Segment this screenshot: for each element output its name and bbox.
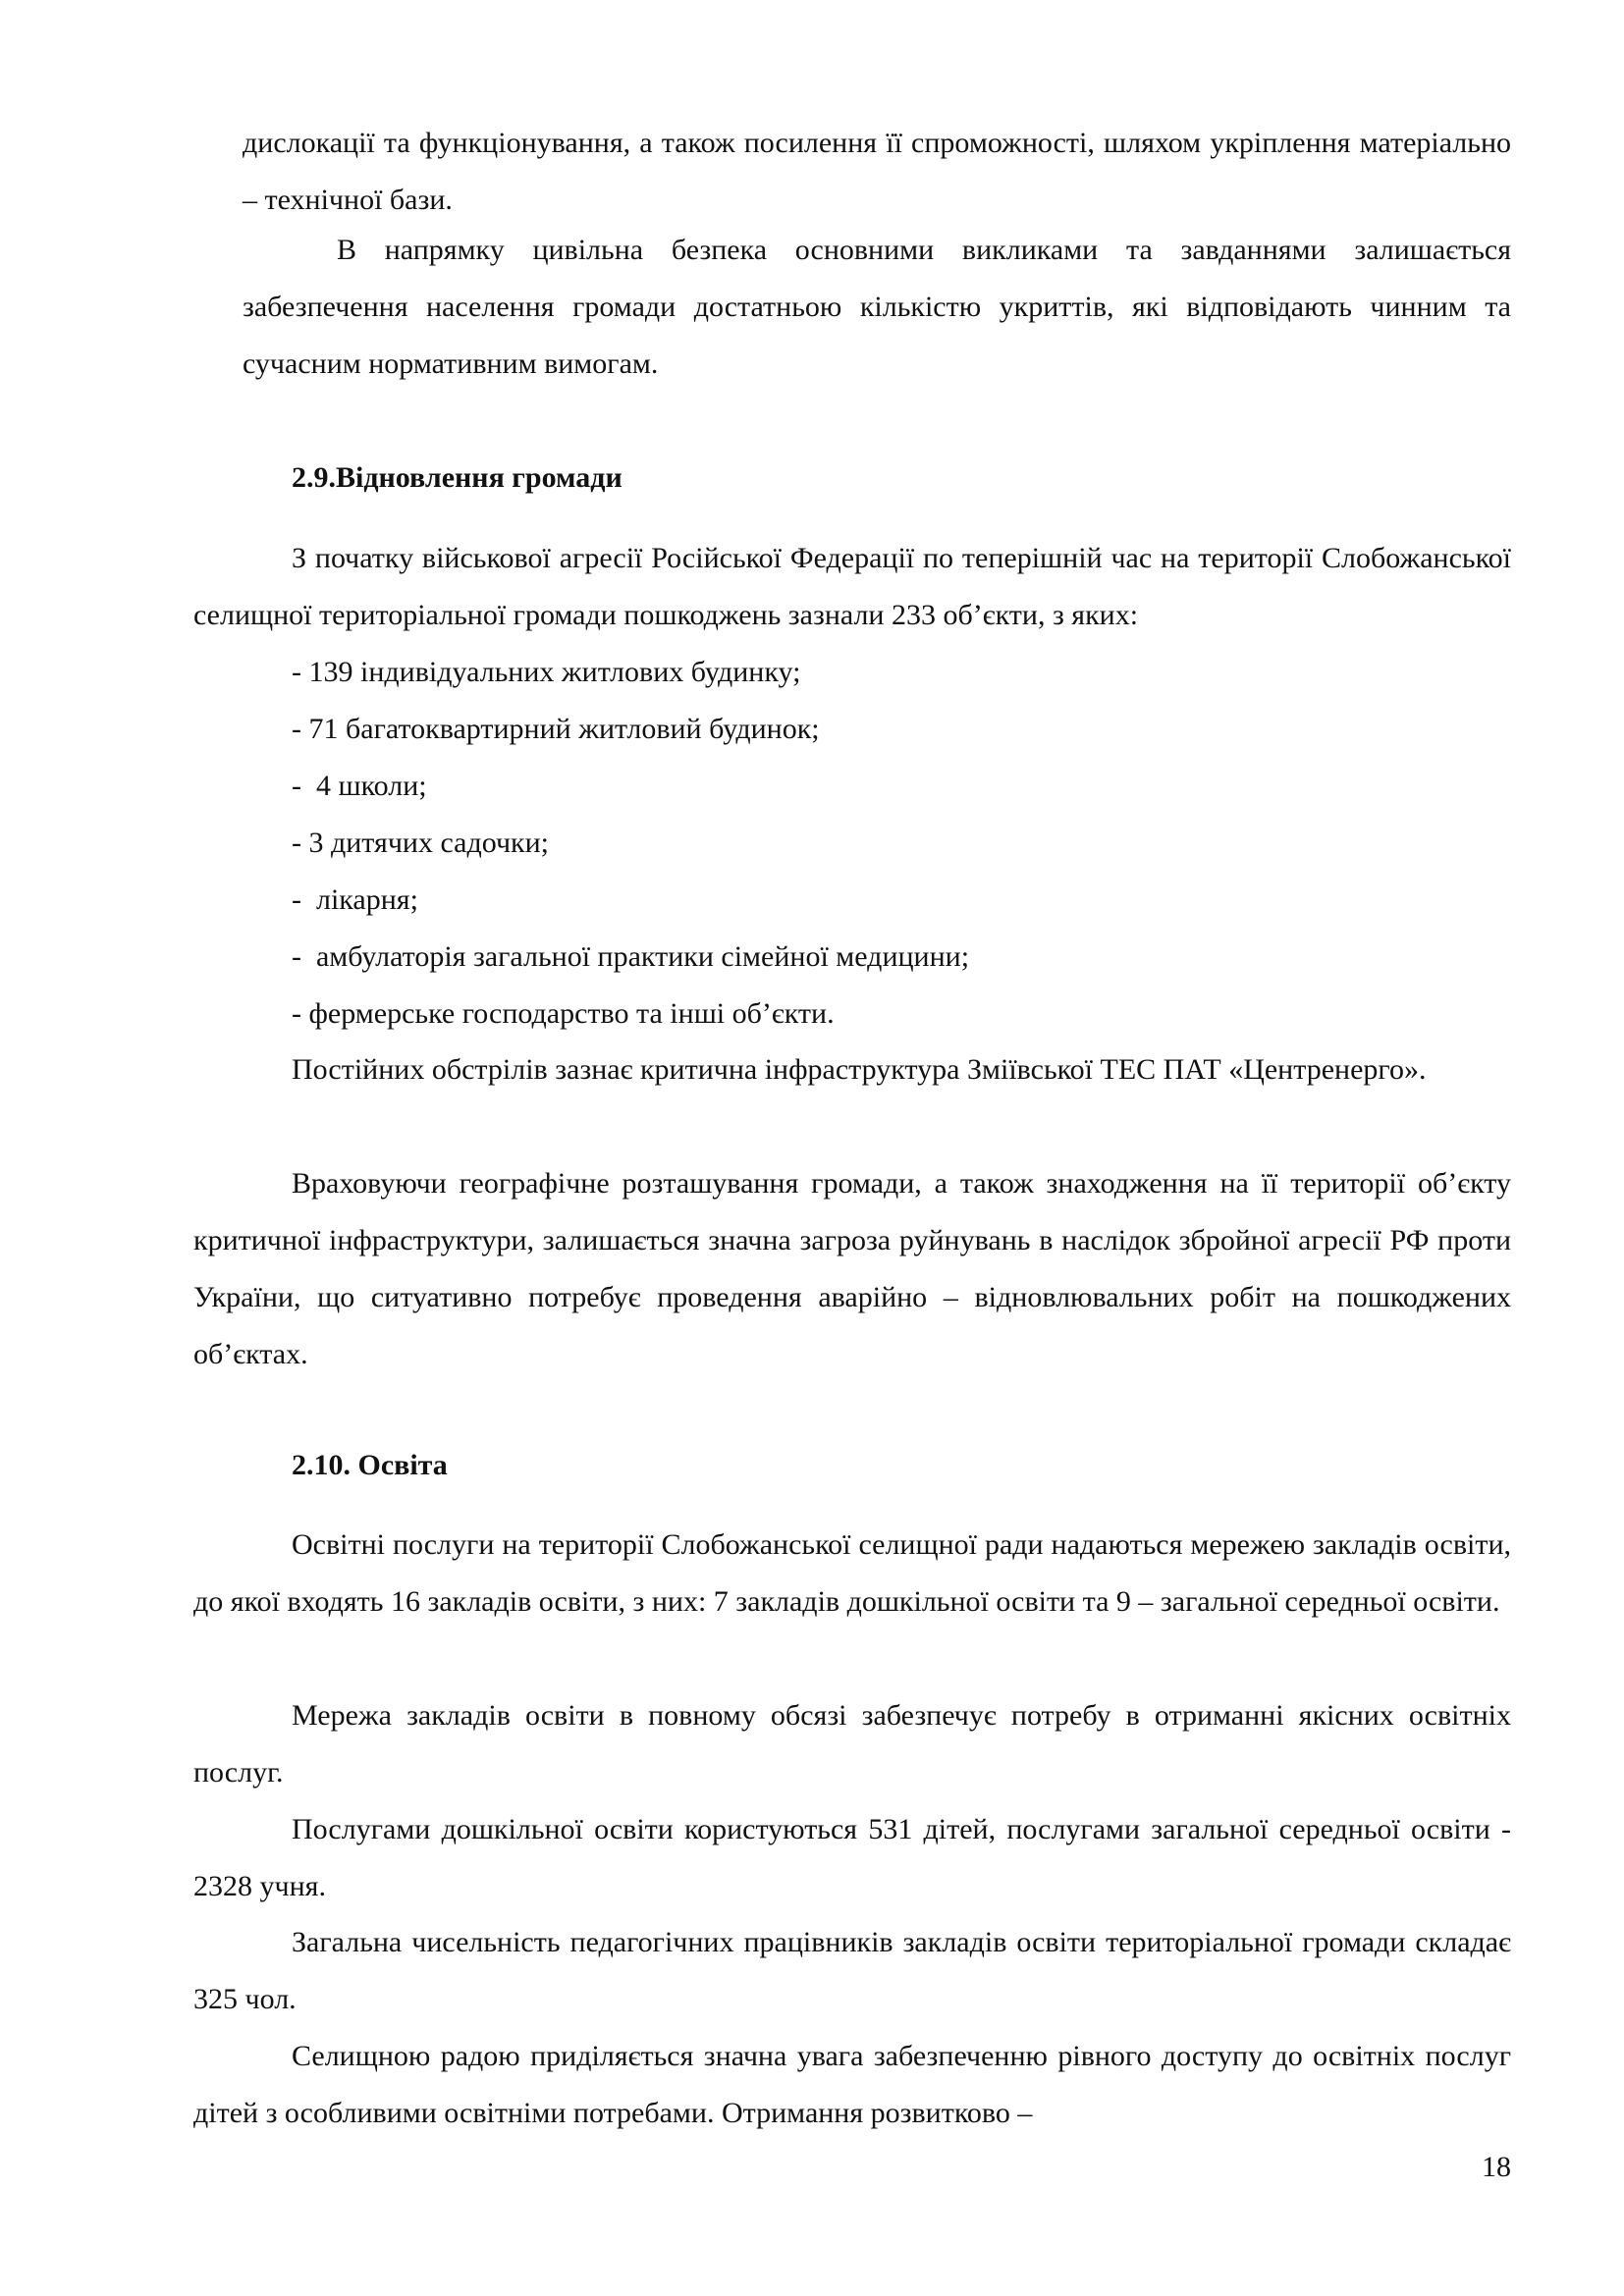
damage-list (292, 644, 969, 1042)
paragraph-staff: Загальна чисельність педагогічних працівників закладів освіти територіальної громади складає 325 чол. (193, 1926, 1511, 2015)
page-number: 18 (1482, 2151, 1511, 2183)
paragraph-students: Послугами дошкільної освіти користуються 531 дітей, послугами загальної середньої освіти - 2328 учня. (193, 1813, 1511, 1902)
paragraph-damage: З початку військової агресії Російської Федерації по теперішній час на території Слобожанської селищної територіальної громади пошкоджень зазнали 233 об’єкти, з яких: (193, 542, 1511, 631)
list-item: - лікарня; (292, 883, 418, 916)
paragraph-civil-security: В напрямку цивільна безпека основними викликами та завданнями залишається забезпечення населення громади достатньою кількістю укриттів, які відповідають чинним та сучасним нормативним вимогам. (243, 234, 1511, 380)
list-item: - 71 багатоквартирний житловий будинок; (292, 713, 820, 745)
paragraph-education-network: Освітні послуги на території Слобожанської селищної ради надаються мережею закладів освіти, до якої входять 16 закладів освіти, з них: 7 закладів дошкільної освіти та 9 – загальної середньої освіти. (193, 1528, 1511, 1618)
paragraph-education-coverage: Мережа закладів освіти в повному обсязі забезпечує потребу в отриманні якісних освітніх послуг. (193, 1699, 1511, 1789)
section-heading-2-10: 2.10. Освіта (292, 1449, 448, 1481)
paragraph-intro-continued: дислокації та функціонування, а також посилення її спроможності, шляхом укріплення матеріально – технічної бази. (243, 127, 1511, 216)
list-item: - 139 індивідуальних житлових будинку; (292, 656, 801, 688)
paragraph-geography: Враховуючи географічне розташування громади, а також знаходження на її території об’єкту критичної інфраструктури, залишається значна загроза руйнувань в наслідок збройної агресії РФ проти України, що ситуативно потребує проведення аварійно – відновлювальних робіт на пошкоджених об’єктах. (193, 1167, 1511, 1370)
paragraph-inclusion: Селищною радою приділяється значна увага забезпеченню рівного доступу до освітніх послуг дітей з особливими освітніми потребами. Отримання розвитково – (193, 2040, 1511, 2129)
paragraph-shelling: Постійних обстрілів зазнає критична інфраструктура Зміївської ТЕС ПАТ «Центренерго». (292, 1053, 1427, 1086)
section-heading-2-9: 2.9.Відновлення громади (292, 461, 623, 494)
list-item: - фермерське господарство та інші об’єкти. (292, 997, 835, 1030)
list-item: - амбулаторія загальної практики сімейної медицини; (292, 940, 970, 973)
list-item: - 3 дитячих садочки; (292, 827, 550, 859)
list-item: - 4 школи; (292, 770, 427, 802)
